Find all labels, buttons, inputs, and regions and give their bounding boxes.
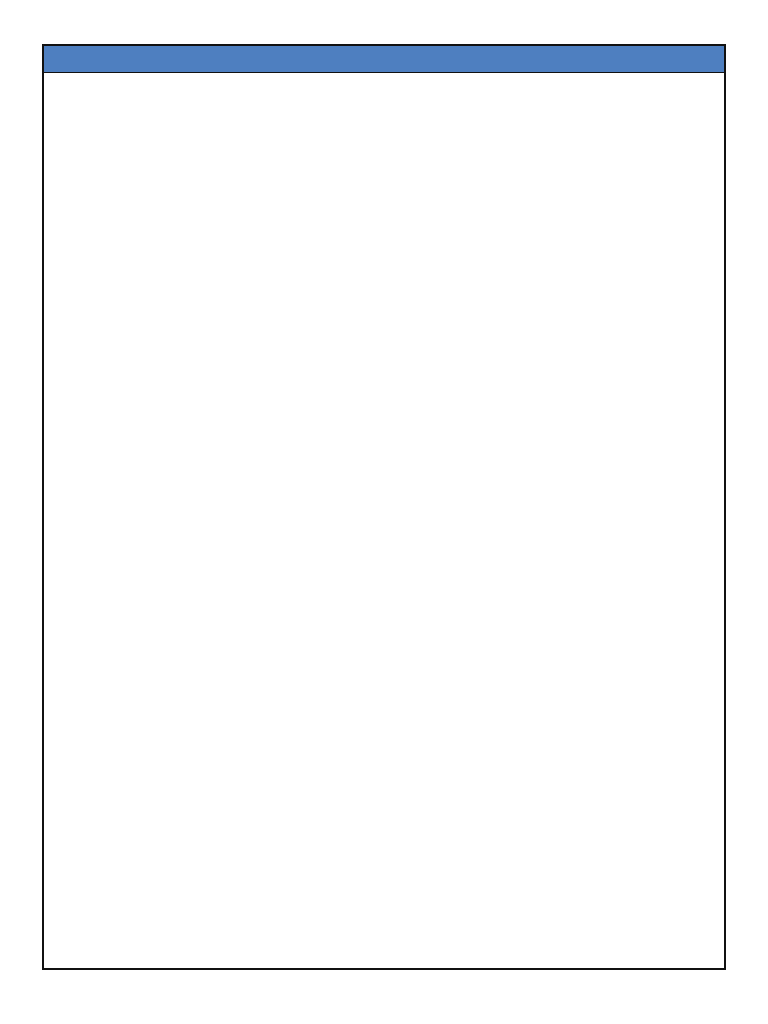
rental-application-form [42, 44, 726, 970]
form-title [44, 46, 724, 73]
page-footer [42, 992, 726, 1006]
